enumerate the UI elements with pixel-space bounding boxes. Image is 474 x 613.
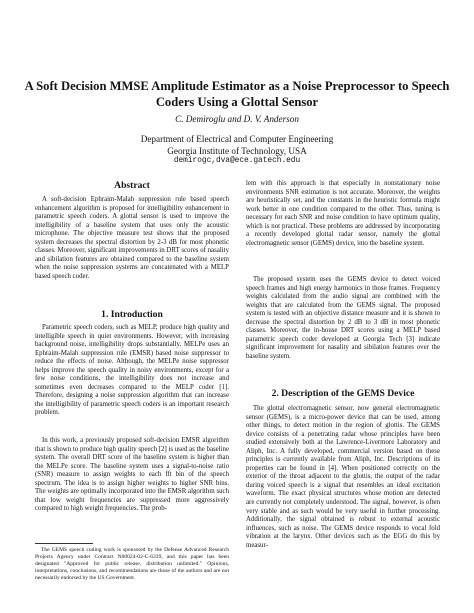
gems-heading: 2. Description of the GEMS Device — [271, 388, 415, 399]
introduction-paragraph-2: In this work, a previously proposed soft-decision EMSR algorithm that is shown to produce high quality speech [2] is used as the baseline system. The overall DRT score of the baseline system is higher than the MELPe score. The baseline system uses a signal-to-noise ratio (SNR) measure to assign weights to each fft bin of the speech spectrum. The idea is to assign higher weights to higher SNR bins. The weights are optimally incorporated into the EMSR algorithm such that low weight frequencies are suppressed more aggressively compared to high weight frequencies. The prob- — [35, 437, 229, 513]
introduction-paragraph-1: Parametric speech coders, such as MELP, produce high quality and intelligible speech in quiet environments. However, with increasing background noise, intelligibility drops substantially. MELPe uses an Ephraim-Malah suppression rule (EMSR) based noise suppressor to reduce the effects of noise. Although, the MELPe noise suppressor helps improve the speech quality in noisy environments, except for a few noise conditions, the intelligibility does not increase and sometimes even decreases compared to the MELP coder [1]. Therefore, designing a noise suppression algorithm that can increase the intelligibility of parametric speech coders is an important research problem. — [35, 324, 229, 417]
paper-title: A Soft Decision MMSE Amplitude Estimator as a Noise Preprocessor to Speech Coders Using a Glottal Sensor — [24, 79, 450, 109]
introduction-heading: 1. Introduction — [101, 309, 163, 320]
author-email: demirogc,dva@ece.gatech.edu — [173, 157, 301, 165]
abstract-heading: Abstract — [114, 180, 150, 191]
affiliation-department: Department of Electrical and Computer Engineering — [140, 134, 334, 144]
paper-authors: C. Demiroglu and D. V. Anderson — [175, 114, 299, 124]
affiliation-institute: Georgia Institute of Technology, USA — [167, 145, 307, 156]
abstract-text: A soft-decision Ephraim-Malah suppression rule based speech enhancement algorithm is proposed for intelligibility enhancement in parametric speech coders. A glottal sensor is used to improve the intelligibility of a baseline system that uses only the acoustic microphone. The objective measure test shows that the proposed system decreases the spectral distortion by 2-3 dB for most phonetic classes. Moreover, significant improvements in DRT scores of nasality and sibilation features are obtained compared to the baseline system when the noise suppression systems are concatenated with a MELP based speech coder. — [35, 196, 229, 280]
footnote: The GEMS speech coding work is sponsored by the Defense Advanced Research Projects Agency under Contract N00024-02-C-6339, and this paper has been designated "Approved for public release, distribution unlimited." Opinions, interpretations, conclusions, and recommendations are those of the authors and are not necessarily endorsed by the US Government. — [35, 547, 229, 582]
right-column-paragraph-2: The proposed system uses the GEMS device to detect voiced speech frames and high energy harmonics in those frames. Frequency weights calculated from the audio signal are combined with the weights that are calculated from the GEMS signal. The proposed system is tested with an objective distance measure and it is shown to decrease the spectral distortion by 2 dB to 3 dB in most phonetic classes. Moreover, the in-house DRT scores using a MELP based parametric speech coder developed at Georgia Tech [3] indicate significant improvement for nasality and sibilation features over the baseline system. — [246, 276, 440, 360]
affiliation — [20, 134, 454, 157]
right-column-paragraph-1: lem with this approach is that especially in nonstationary noise environments SNR estimation is not accurate. Moreover, the weights are heuristically set, and the constants in the heuristic formula might work better in one condition compared to the other. Thus, tuning is necessary for each SNR and noise condition to have optimum quality, which is not practical. These problems are addressed by incorporating a recently developed glottal radar sensor, namely the glottal electromagnetic sensor (GEMS) device, into the baseline system. — [246, 180, 440, 247]
footnote-rule — [35, 543, 93, 544]
gems-paragraph: The glottal electromagnetic sensor, now general electromagnetic sensor (GEMS), is a micro-power device that can be used, among other things, to detect motion in the region of glottis. The GEMS device consists of a penetrating radar whose principles have been studied extensively both at the Lawrence-Livermore Laboratory and Aliph, Inc. A fully developed, commercial version based on these principles is currently available from Aliph, Inc. Descriptions of its properties can be found in [4]. When positioned correctly on the exterior of the throat adjacent to the glottis, the output of the radar during voiced speech is a signal that resembles an ideal excitation waveform. The exact physical structures whose motion are detected are currently not completely understood. The signal, however, is often very stable and as such would be very useful in further processing. Additionally, the signal obtained is robust to external acoustic influences, such as noise. The GEMS device responds to vocal fold vibration at the larynx. Other devices such as the EGG do this by measur- — [246, 405, 440, 549]
